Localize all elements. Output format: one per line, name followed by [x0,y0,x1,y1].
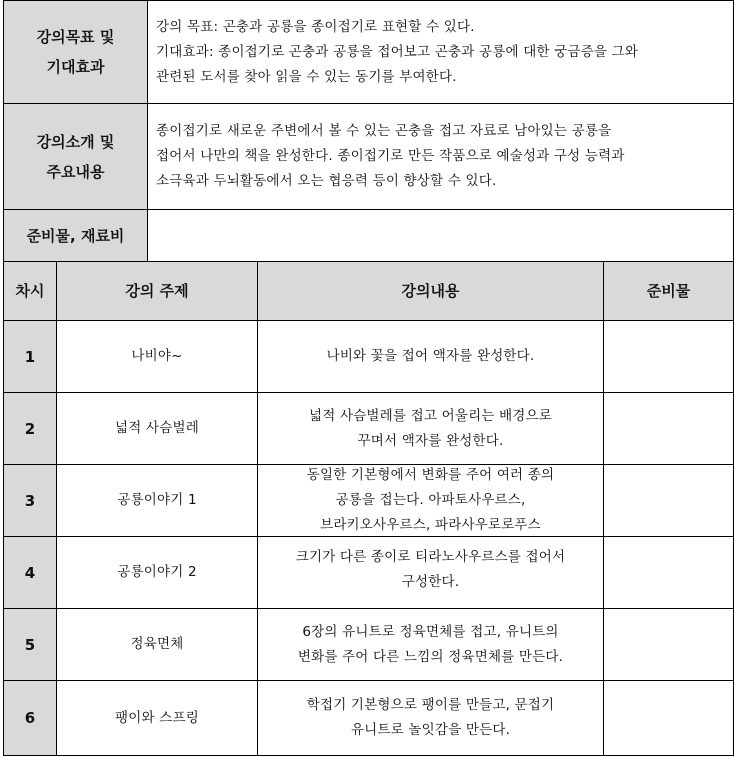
session-number: 2 [4,393,56,464]
intro-header-line-1: 강의소개 및 [36,132,115,151]
session-materials [604,393,733,464]
session-number: 4 [4,537,56,608]
intro-header-line-2: 주요내용 [46,162,105,181]
goals-line-1: 강의 목표: 곤충과 공룡을 종이접기로 표현할 수 있다. [156,18,475,35]
materials-header [4,210,147,261]
intro-content [148,104,733,209]
session-number: 6 [4,681,56,755]
materials-content [148,210,733,261]
goals-header [4,1,147,103]
session-materials [604,609,733,680]
session-number: 1 [4,321,56,392]
intro-line-3: 소극육과 두뇌활동에서 오는 협응력 등이 향상할 수 있다. [156,173,497,189]
col-header-topic: 강의 주제 [57,262,257,320]
goals-line-2: 기대효과: 종이접기로 곤충과 공룡을 접어보고 곤충과 공룡에 대한 궁금증을 그와 [156,43,639,60]
session-content: 크기가 다른 종이로 티라노사우르스를 접어서 구성한다. [295,549,566,590]
session-content: 동일한 기본형에서 변화를 주어 여러 종의 공룡을 접는다. 아파토사우르스, 브라키오사우르스, 파라사우로로푸스 [306,467,555,533]
session-topic: 팽이와 스프링 [115,709,199,726]
session-topic: 나비야~ [131,348,183,364]
goals-header-line-2: 기대효과 [46,58,105,76]
col-header-materials: 준비물 [604,262,733,320]
session-materials [604,465,733,536]
goals-line-3: 관련된 도서를 찾아 읽을 수 있는 동기를 부여한다. [156,68,457,85]
session-topic: 공룡이야기 1 [117,492,197,508]
session-materials [604,321,733,392]
session-content: 나비와 꽃을 접어 액자를 완성한다. [326,348,535,364]
session-topic: 정육면체 [130,636,184,652]
session-topic: 공룡이야기 2 [117,564,197,580]
col-header-session: 차시 [4,262,56,320]
goals-header-line-1: 강의목표 및 [36,28,115,46]
intro-line-1: 종이접기로 새로운 주변에서 볼 수 있는 곤충을 접고 자료로 남아있는 공룡을 [156,123,612,139]
session-materials [604,681,733,755]
session-topic: 넓적 사슴벌레 [115,420,199,436]
session-number: 5 [4,609,56,680]
session-number: 3 [4,465,56,536]
session-content: 6장의 유니트로 정육면체를 접고, 유니트의 변화를 주어 다른 느낌의 정육면체를 만든다. [297,623,564,665]
session-content: 학접기 기본형으로 팽이를 만들고, 문접기 유니트로 놀잇감을 만든다. [306,697,555,738]
intro-header [4,104,147,209]
goals-content [148,1,733,103]
session-materials [604,537,733,608]
intro-line-2: 접어서 나만의 책을 완성한다. 종이접기로 만든 작품으로 예술성과 구성 능력과 [156,148,625,164]
session-content: 넓적 사슴벌레를 접고 어울리는 배경으로 꾸며서 액자를 완성한다. [308,407,553,449]
col-header-content: 강의내용 [258,262,603,320]
materials-header-label: 준비물, 재료비 [26,226,125,245]
